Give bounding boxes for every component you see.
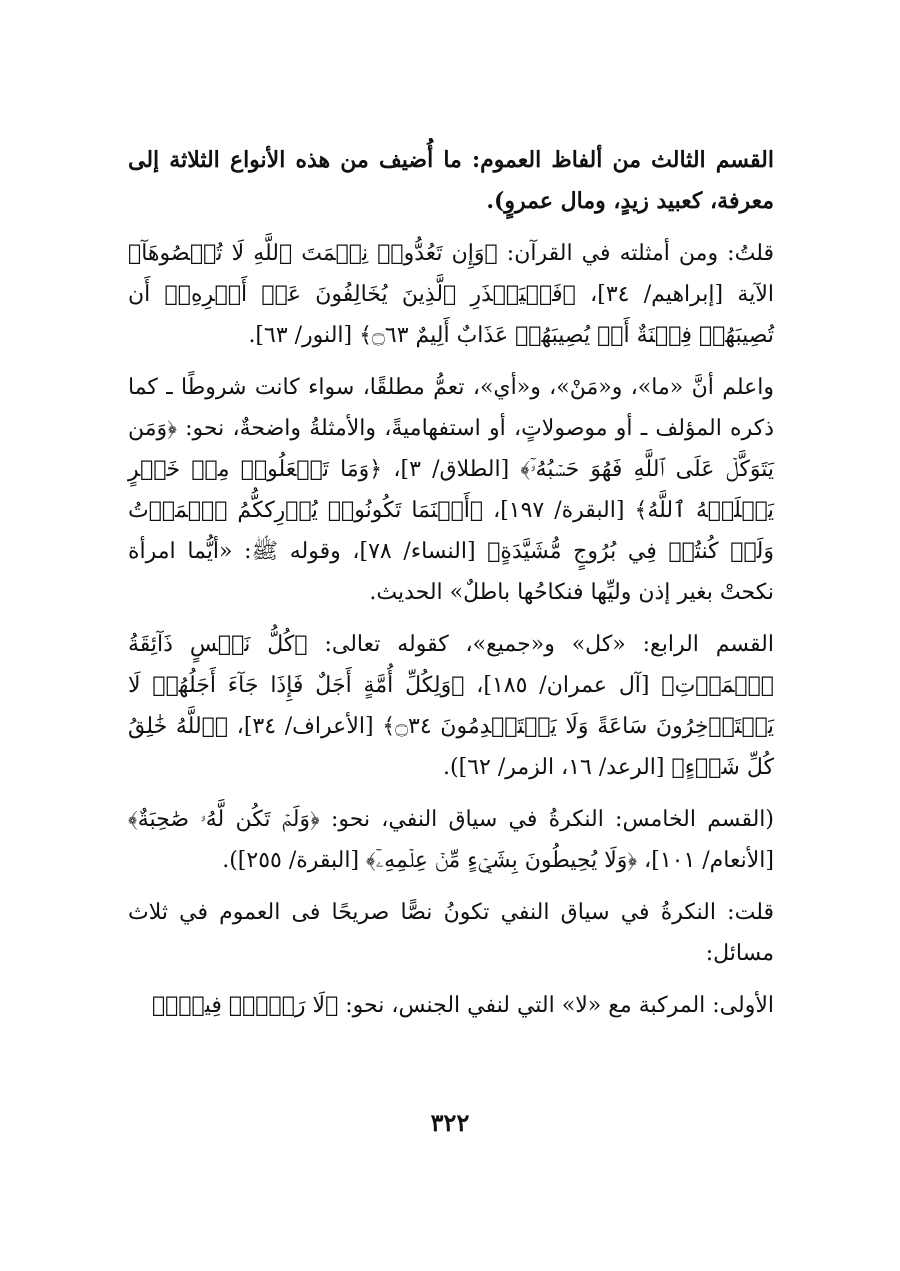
paragraph-section-three: القسم الثالث من ألفاظ العموم: ما أُضيف من هذه الأنواع الثلاثة إلى معرفة، كعبيد زيدٍ، ومال عمروٍ). <box>128 147 774 214</box>
paragraph-quran-examples: قلتُ: ومن أمثلته في القرآن: ﴿وَإِن تَعُدُّوا۟ نِعۡمَتَ ٱللَّهِ لَا تُحۡصُوهَآ﴾ الآية [إبراهيم/ ٣٤]، ﴿فَلۡيَحۡذَرِ ٱلَّذِينَ يُخَالِفُونَ عَنۡ أَمۡرِهِۦٓ أَن تُصِيبَهُمۡ فِتۡنَةٌ أَوۡ يُصِيبَهُمۡ عَذَابٌ أَلِيمٌ ۝٦٣﴾ [النور/ ٦٣]. <box>128 241 774 348</box>
page-body <box>128 140 774 1037</box>
paragraph-nakira-note: قلت: النكرةُ في سياق النفي تكونُ نصًّا صريحًا فى العموم في ثلاث مسائل: <box>128 900 774 966</box>
paragraph-section-four: القسم الرابع: «كل» و«جميع»، كقوله تعالى: ﴿كُلُّ نَفۡسٍ ذَآئِقَةُ ٱلۡمَوۡتِ﴾ [آل عمران/ ١٨٥]، ﴿وَلِكُلِّ أُمَّةٍ أَجَلٌ فَإِذَا جَآءَ أَجَلُهُمۡ لَا يَسۡتَأۡخِرُونَ سَاعَةً وَلَا يَسۡتَقۡدِمُونَ ۝٣٤﴾ [الأعراف/ ٣٤]، ﴿ٱللَّهُ خَٰلِقُ كُلِّ شَيۡءٍ﴾ [الرعد/ ١٦، الزمر/ ٦٢]). <box>128 632 775 780</box>
paragraph-ma-man-ay: واعلم أنَّ «ما»، و«مَنْ»، و«أي»، تعمُّ مطلقًا، سواء كانت شروطًا ـ كما ذكره المؤلف ـ أو موصولاتٍ، أو استفهاميةً، والأمثلةُ واضحةٌ، نحو: ﴿وَمَن يَتَوَكَّلۡ عَلَى ٱللَّهِ فَهُوَ حَسۡبُهُۥٓ﴾ [الطلاق/ ٣]، ﴿وَمَا تَفۡعَلُوا۟ مِنۡ خَيۡرٍ يَعۡلَمۡهُ ٱللَّهُ﴾ [البقرة/ ١٩٧]، ﴿أَيۡنَمَا تَكُونُوا۟ يُدۡرِككُّمُ ٱلۡمَوۡتُ وَلَوۡ كُنتُمۡ فِي بُرُوجٍ مُّشَيَّدَةٍ﴾ [النساء/ ٧٨]، وقوله ﷺ: «أيُّما امرأة نكحتْ بغير إذن وليِّها فنكاحُها باطلٌ» الحديث. <box>128 375 774 605</box>
paragraph-first-case: الأولى: المركبة مع «لا» التي لنفي الجنس، نحو: ﴿لَا رَيۡبَۛ فِيهِۛ﴾ <box>151 993 774 1018</box>
paragraph-section-five: (القسم الخامس: النكرةُ في سياق النفي، نحو: ﴿وَلَمۡ تَكُن لَّهُۥ صَٰحِبَةٌ﴾ [الأنعام/ ١٠١]، ﴿وَلَا يُحِيطُونَ بِشَيۡءٍ مِّنۡ عِلۡمِهِۦٓ﴾ [البقرة/ ٢٥٥]). <box>128 807 774 873</box>
page-number: ٣٢٢ <box>430 1108 470 1137</box>
